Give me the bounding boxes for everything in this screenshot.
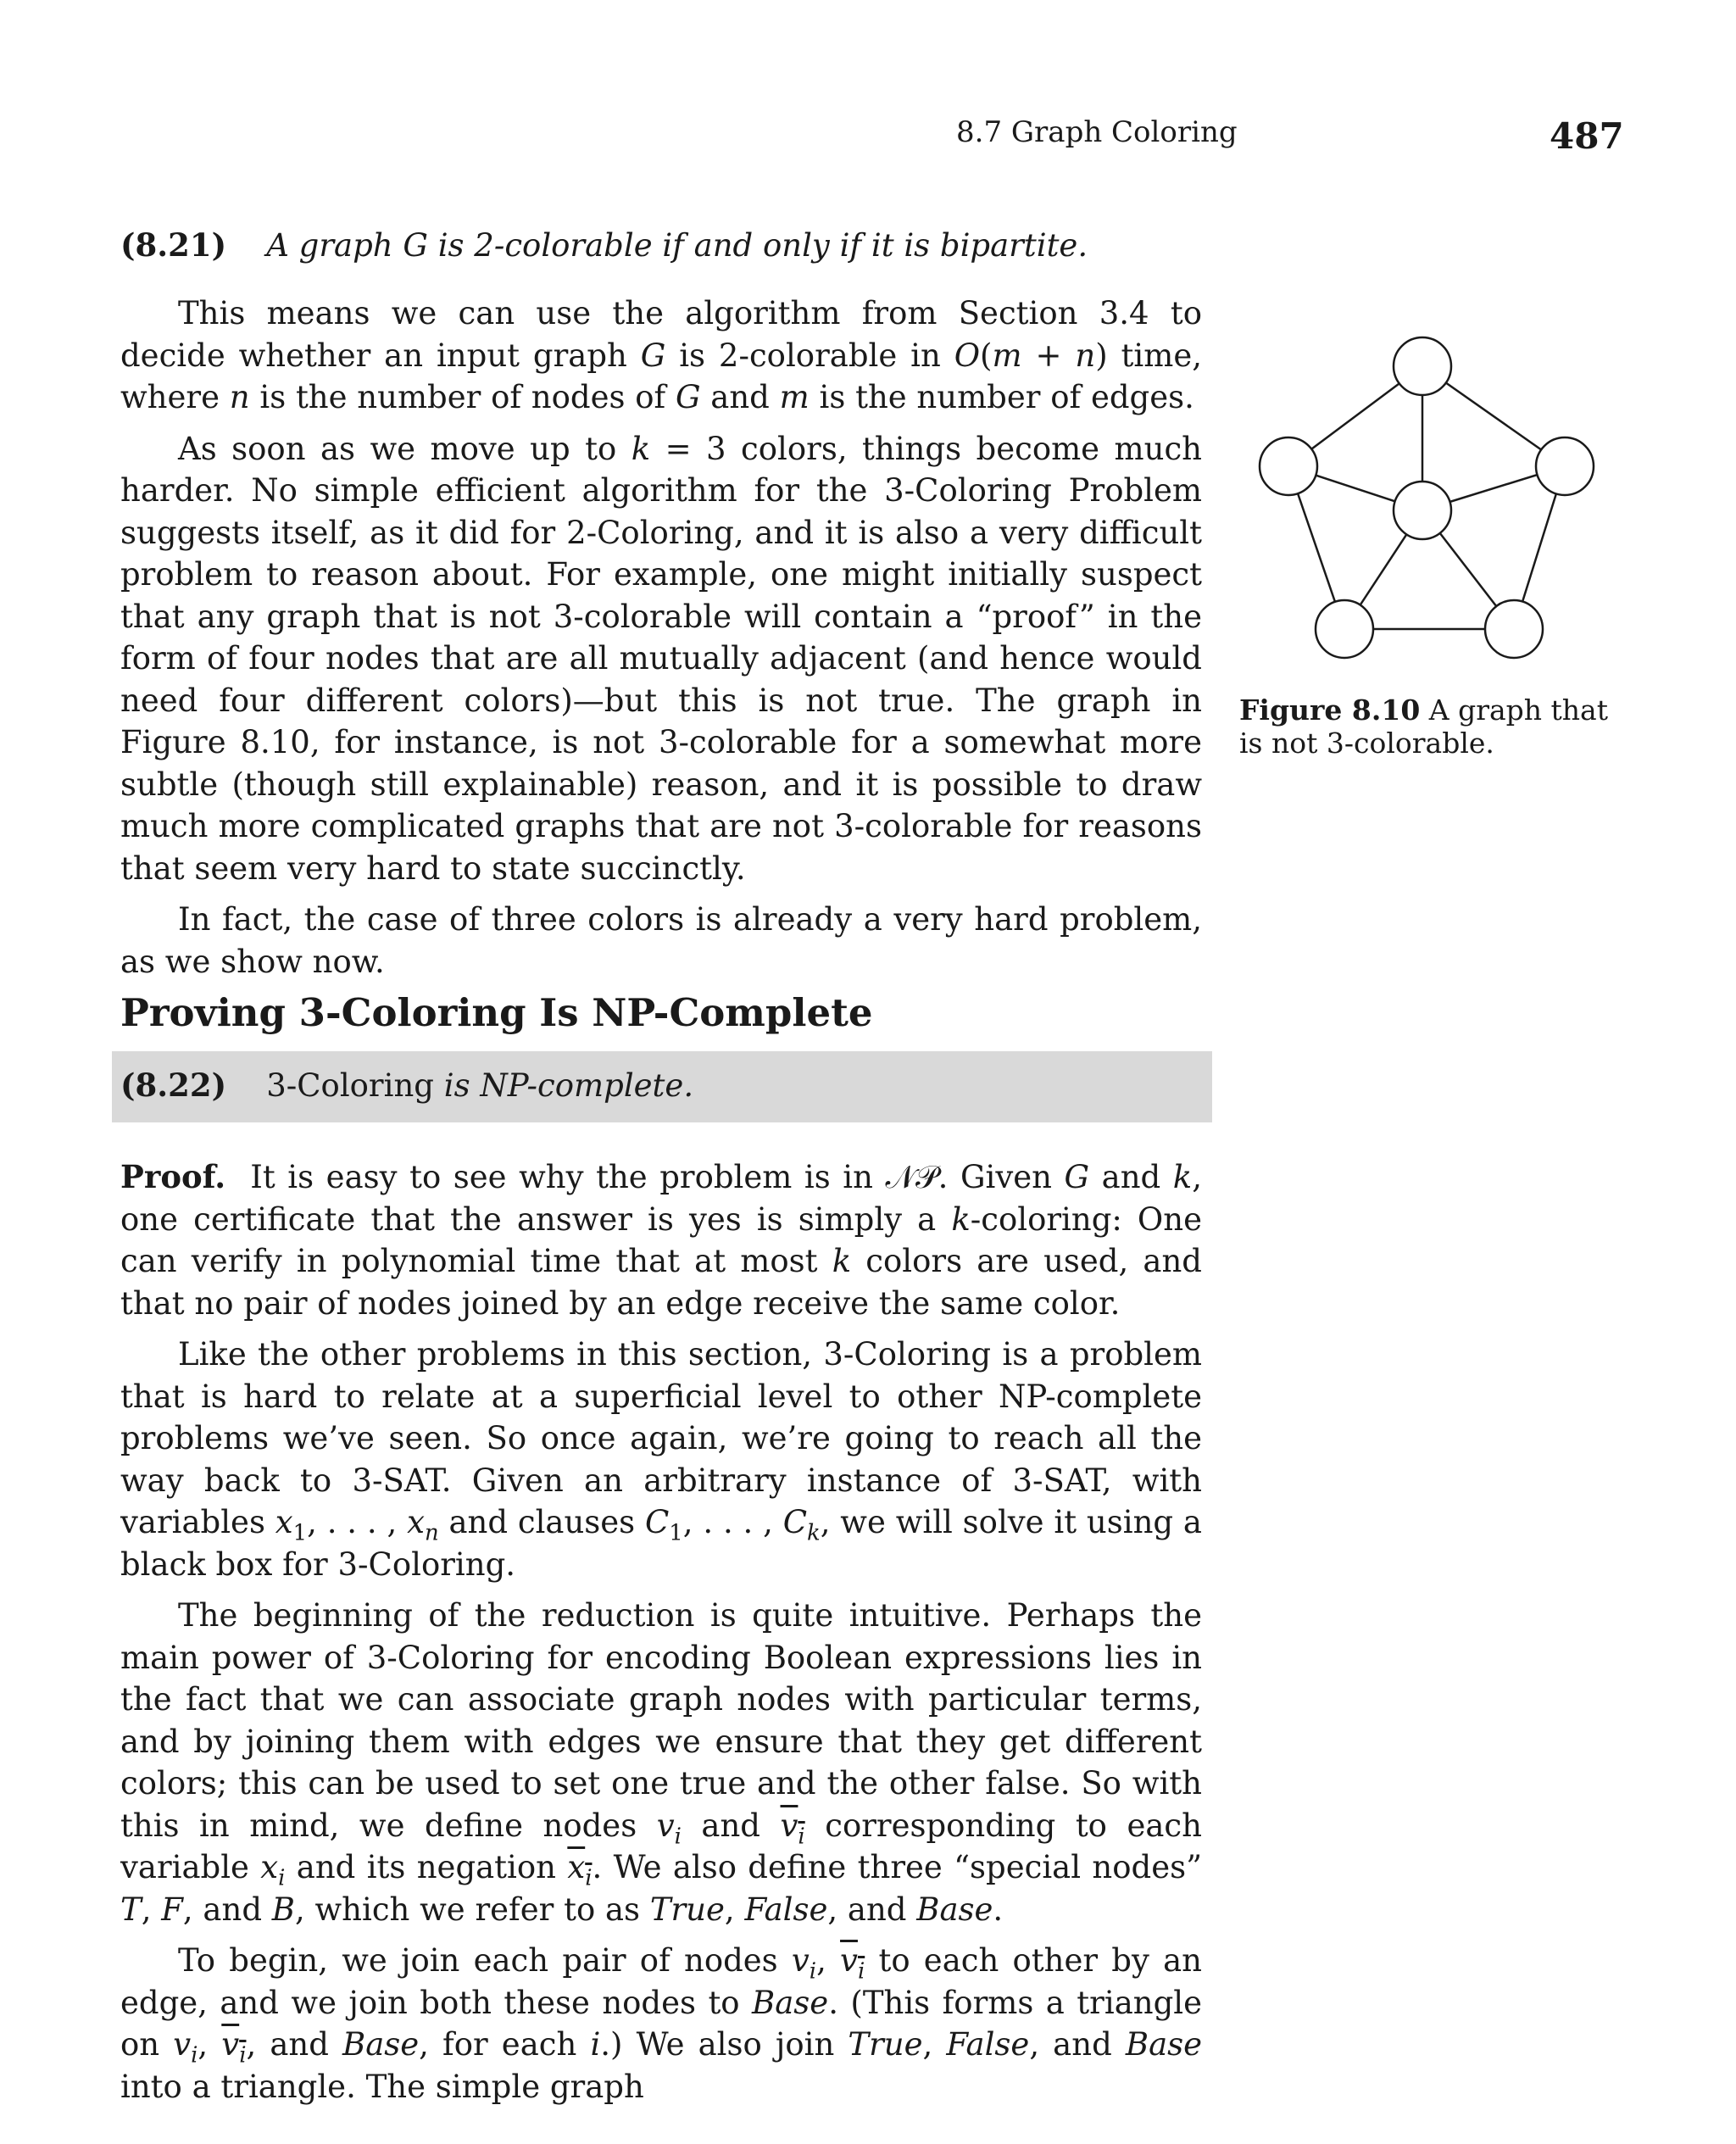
section-heading: Proving 3-Coloring Is NP-Complete (120, 990, 873, 1035)
figure-caption-text: A graph that is not 3-colorable. (1239, 693, 1608, 760)
proof-label: Proof. (120, 1158, 226, 1195)
graph-node (1394, 482, 1451, 539)
paragraph: To begin, we join each pair of nodes $v_i$, $v_i$ to each other by an edge, and we join both these nodes to Base. (This forms a triangle on $v_i$, $v_i$, and Base, for each i.) We also join True, False, and Base into a triangle. The simple graph (120, 1942, 1203, 2105)
wheel-graph-figure (1246, 322, 1611, 678)
graph-node (1260, 437, 1317, 495)
paragraph: As soon as we move up to k = 3 colors, things become much harder. No simple efficient algorithm for the 3-Coloring Problem suggests itself, as it did for 2-Coloring, and it is also a very difficult problem to reason about. For example, one might initially suspect that any graph that is not 3-colorable will contain a “proof” in the form of four nodes that are all mutually adjacent (and hence would need four different colors)—but this is not true. The graph in Figure 8.10, for instance, is not 3-colorable for a somewhat more subtle (though still explainable) reason, and it is possible to draw much more complicated graphs that are not 3-colorable for reasons that seem very hard to state succinctly. (120, 430, 1203, 887)
paragraph: Like the other problems in this section, 3-Coloring is a problem that is hard to relate at a superficial level to other NP-complete problems we’ve seen. So once again, we’re going to reach all the way back to 3-SAT. Given an arbitrary instance of 3-SAT, with variables $x_1$, . . . , $x_n$ and clauses $C_1$, . . . , $C_k$, we will solve it using a black box for 3-Coloring. (120, 1336, 1202, 1583)
paragraph: In fact, the case of three colors is already a very hard problem, as we show now. (120, 901, 1202, 980)
theorem-label: (8.21) (120, 226, 227, 264)
body-column-bottom (120, 1156, 1202, 2108)
graph-node (1394, 337, 1451, 395)
theorem-text-b: is NP-complete. (433, 1067, 694, 1104)
figure-caption (1239, 693, 1612, 760)
page-number: 487 (1550, 115, 1624, 157)
paragraph: This means we can use the algorithm from Section 3.4 to decide whether an input graph G is 2-colorable in O(m + n) time, where n is the number of nodes of G and m is the number of edges. (120, 295, 1202, 415)
graph-node (1316, 600, 1373, 658)
body-column-top (120, 292, 1202, 983)
graph-node (1485, 600, 1543, 658)
theorem-text: A graph G is 2-colorable if and only if it is bipartite. (266, 227, 1088, 264)
graph-node (1536, 437, 1594, 495)
theorem-8-21 (120, 226, 1088, 264)
theorem-label: (8.22) (120, 1066, 227, 1104)
paragraph: Proof. It is easy to see why the problem is in 𝒩𝒫. Given G and k, one certificate that the answer is yes is simply a k-coloring: One can verify in polynomial time that at most k colors are used, and that no pair of nodes joined by an edge receive the same color. (120, 1158, 1202, 1322)
theorem-text-a: 3-Coloring (266, 1067, 434, 1104)
paragraph: The beginning of the reduction is quite intuitive. Perhaps the main power of 3-Coloring for encoding Boolean expressions lies in the fact that we can associate graph nodes with particular terms, and by joining them with edges we ensure that they get different colors; this can be used to set one true and the other false. So with this in mind, we define nodes $v_i$ and $v_i$ corresponding to each variable $x_i$ and its negation $x_i$. We also define three “special nodes” T, F, and B, which we refer to as True, False, and Base. (120, 1597, 1202, 1928)
figure-label: Figure 8.10 (1239, 693, 1421, 727)
running-header: 8.7 Graph Coloring (956, 115, 1238, 149)
theorem-8-22 (120, 1066, 693, 1104)
